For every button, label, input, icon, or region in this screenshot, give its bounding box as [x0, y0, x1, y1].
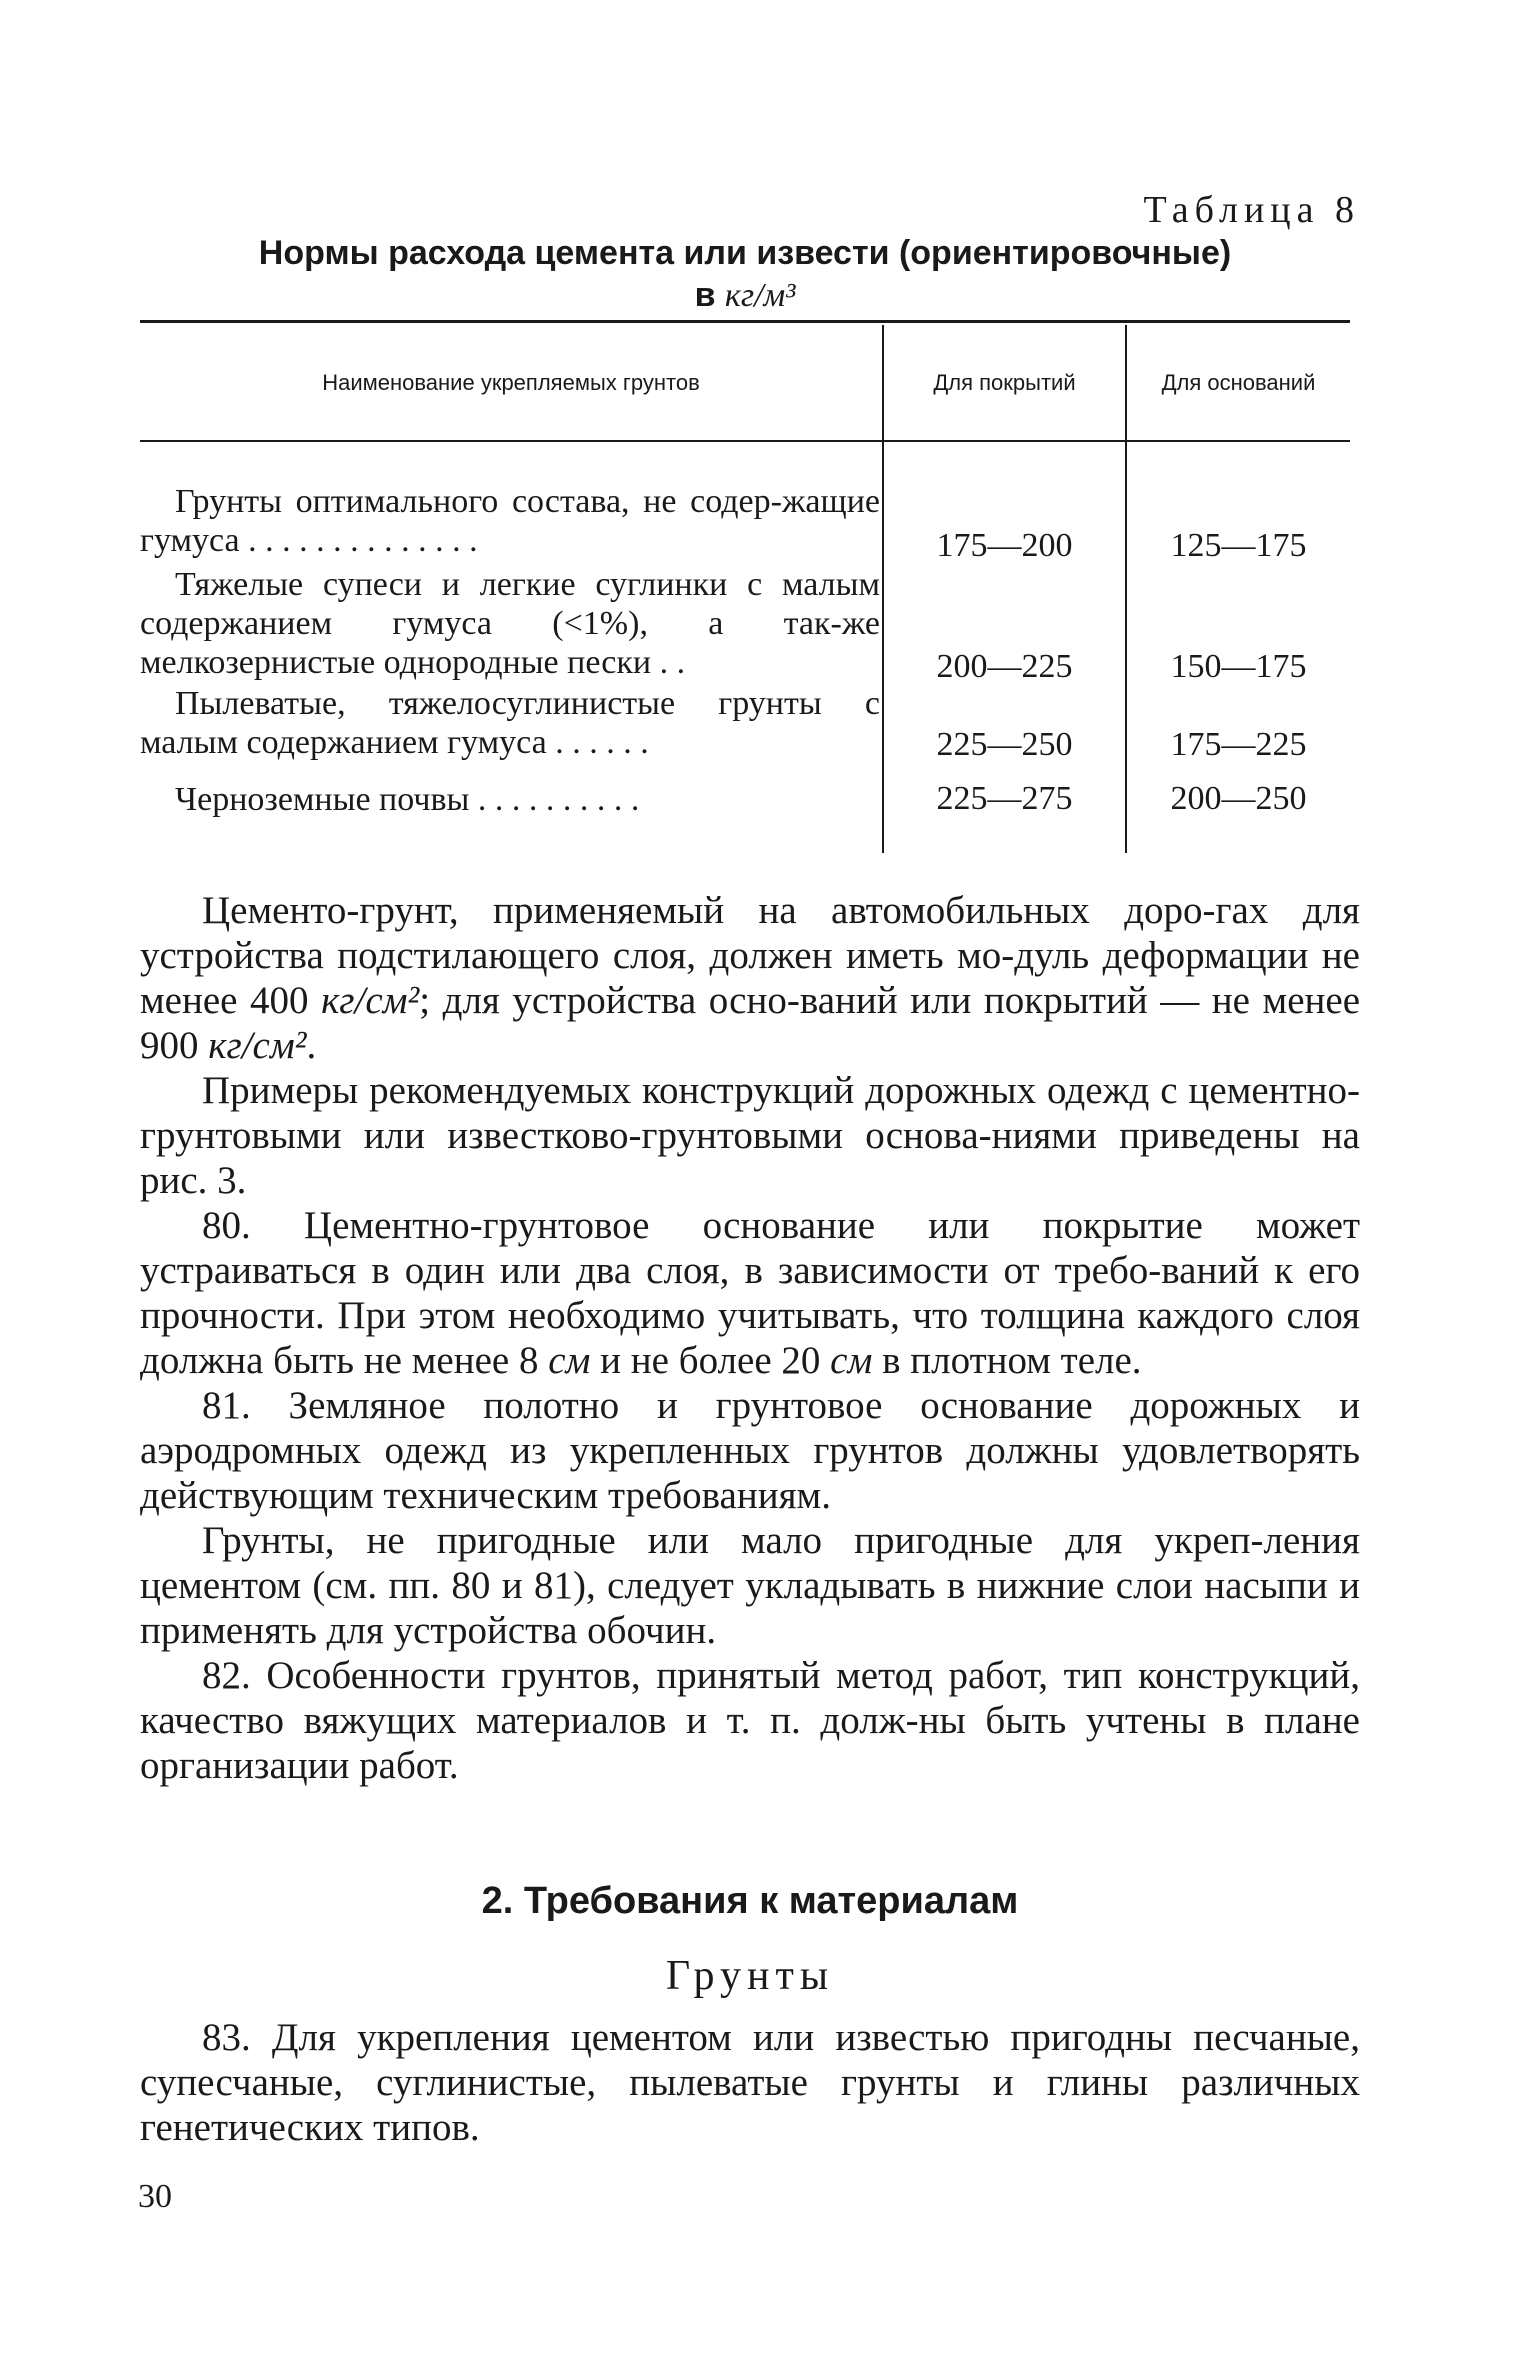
soil-name: Грунты оптимального состава, не содер-жащие гумуса . . . . . . . . . . . . . .	[140, 483, 880, 559]
paragraph-text: ; для устройства осно-ваний или покрытий — не менее 900	[140, 979, 1361, 1067]
body-text	[140, 2015, 1360, 2150]
paragraph: Грунты, не пригодные или мало пригодные для укреп-ления цементом (см. пп. 80 и 81), следует укладывать в нижние слои насыпи и применять для устройства обочин.	[140, 1519, 1360, 1652]
consumption-table	[140, 320, 1350, 855]
table-title-prefix: в	[694, 276, 716, 314]
paragraph-text: Цементо-грунт, применяемый на автомобильных доро-гах для устройства подстилающего слоя, должен иметь мо-дуль деформации не менее 400	[140, 889, 1360, 1022]
coverings-value: 175—200	[936, 527, 1073, 564]
unit-text: кг/см²	[321, 979, 420, 1022]
table-title	[140, 232, 1350, 317]
unit-text: см	[548, 1339, 591, 1382]
column-header-bases: Для оснований	[1161, 370, 1316, 395]
table-caption: Таблица 8	[1143, 189, 1360, 231]
subsection-heading: Грунты	[665, 1953, 835, 1999]
soil-name: Черноземные почвы . . . . . . . . . .	[175, 781, 640, 818]
paragraph: 82. Особенности грунтов, принятый метод работ, тип конструкций, качество вяжущих материалов и т. п. долж-ны быть учтены в плане организации работ.	[140, 1654, 1360, 1787]
paragraph	[140, 1203, 1360, 1383]
paragraph-text: 80. Цементно-грунтовое основание или покрытие может устраиваться в один или два слоя, в зависимости от требо-ваний к его прочности. При этом необходимо учитывать, что толщина каждого слоя должна быть не менее 8	[140, 1204, 1360, 1382]
table-title-line: Нормы расхода цемента или извести (ориентировочные)	[258, 234, 1232, 272]
bases-value: 150—175	[1170, 648, 1307, 685]
table-column-divider	[882, 325, 884, 853]
table-column-divider	[1125, 325, 1127, 853]
bases-value: 125—175	[1170, 527, 1307, 564]
table-title-units: кг/м³	[724, 277, 796, 314]
unit-text: см	[830, 1339, 873, 1382]
soil-name: Тяжелые супеси и легкие суглинки с малым содержанием гумуса (<1%), а так-же мелкозернистые однородные пески . .	[140, 566, 880, 681]
bases-value: 200—250	[1170, 780, 1307, 817]
table-top-rule	[140, 320, 1350, 323]
page-number: 30	[138, 2178, 172, 2215]
coverings-value: 225—250	[936, 726, 1073, 763]
coverings-value: 225—275	[936, 780, 1073, 817]
section-heading: 2. Требования к материалам	[481, 1880, 1019, 1922]
paragraph: Примеры рекомендуемых конструкций дорожных одежд с цементно-грунтовыми или известково-грунтовыми основа-ниями приведены на рис. 3.	[140, 1069, 1360, 1202]
paragraph	[140, 888, 1360, 1068]
bases-value: 175—225	[1170, 726, 1307, 763]
soil-name: Пылеватые, тяжелосуглинистые грунты с малым содержанием гумуса . . . . . .	[140, 685, 880, 761]
paragraph: 81. Земляное полотно и грунтовое основание дорожных и аэродромных одежд из укрепленных грунтов должны удовлетворять действующим техническим требованиям.	[140, 1384, 1360, 1517]
paragraph-text: в плотном теле.	[872, 1339, 1142, 1382]
paragraph: 83. Для укрепления цементом или известью пригодны песчаные, супесчаные, суглинистые, пылеватые грунты и глины различных генетических типов.	[140, 2016, 1360, 2149]
paragraph-text: и не более 20	[590, 1339, 831, 1382]
table-header-rule	[140, 440, 1350, 442]
coverings-value: 200—225	[936, 648, 1073, 685]
paragraph-text: .	[306, 1024, 317, 1067]
column-header-soil: Наименование укрепляемых грунтов	[322, 370, 700, 395]
unit-text: кг/см²	[208, 1024, 307, 1067]
column-header-coverings: Для покрытий	[933, 370, 1076, 395]
table-title-units-line	[140, 274, 1350, 317]
body-text	[140, 888, 1360, 1788]
